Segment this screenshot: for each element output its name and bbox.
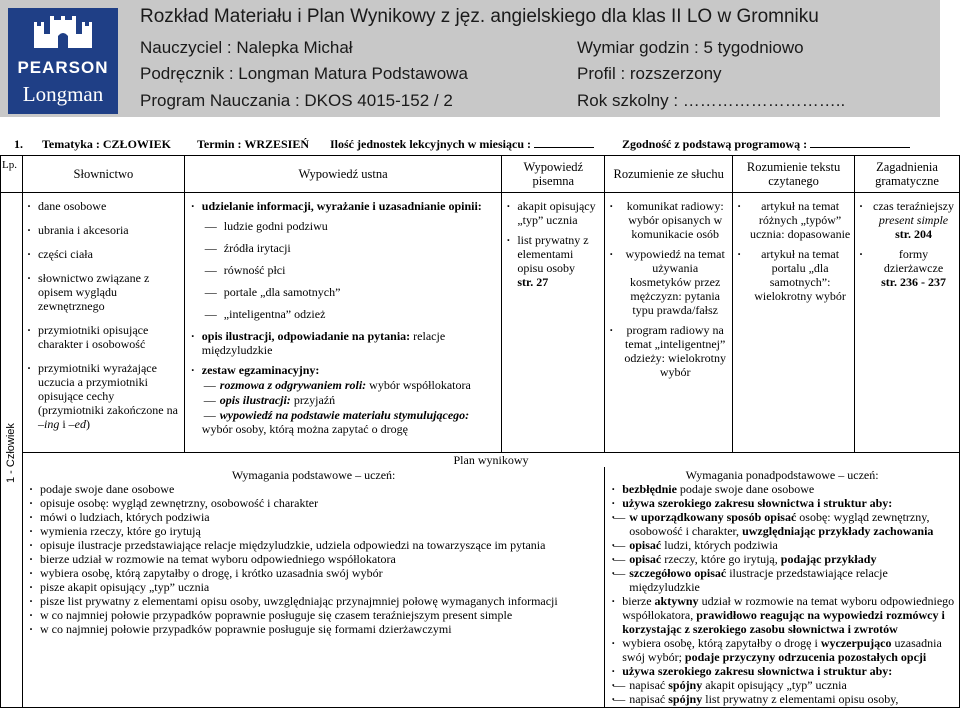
adv-5b: rzeczy, które go irytują, xyxy=(661,552,781,566)
oral-cell xyxy=(184,193,502,453)
list-item: · komunikat radiowy: wybór opisanych w komunikacie osób xyxy=(607,199,730,241)
list-item: · — napisać spójny akapit opisujący „typ” ucznia xyxy=(609,678,955,692)
list-item: · bierze udział w rozmowie na temat wyboru odpowiedniego współlokatora xyxy=(27,552,600,566)
col-listening: Rozumienie ze słuchu xyxy=(605,156,733,193)
oral-stim-a: wypowiedź na podstawie materiału stymulującego: xyxy=(219,408,470,422)
list-item: · ubrania i akcesoria xyxy=(25,223,182,237)
list-item: · słownictwo związane z opisem wyglądu zewnętrznego xyxy=(25,271,182,313)
col-reading: Rozumienie tekstu czytanego xyxy=(733,156,855,193)
units-text: Ilość jednostek lekcyjnych w miesiącu : xyxy=(330,137,531,151)
oral-stim-b: wybór osoby, którą można zapytać o drogę xyxy=(201,422,408,436)
adv-5a: opisać xyxy=(629,552,662,566)
plan-title: Plan wynikowy xyxy=(22,453,959,468)
curriculum-blank xyxy=(810,138,910,148)
adv-1b: podaje swoje dane osobowe xyxy=(676,482,815,496)
document-header xyxy=(0,0,940,117)
adv-11b: spójny xyxy=(668,692,703,706)
adv-1a: bezbłędnie xyxy=(622,482,677,496)
list-item: · wybiera osobę, którą zapytałby o drogę, i krótko uzasadnia swój wybór xyxy=(27,566,600,580)
textbook-line: Podręcznik : Longman Matura Podstawowa xyxy=(140,64,468,83)
list-item: · program radiowy na temat „inteligentnej” odzieży: wielokrotny wybór xyxy=(607,323,730,379)
advanced-list xyxy=(609,482,955,706)
list-item: · pisze list prywatny z elementami opisu osoby, uwzględniając przynajmniej połowę wymaganych informacji xyxy=(27,594,600,608)
plan-title-row xyxy=(1,453,960,468)
list-item: · części ciała xyxy=(25,247,182,261)
list-item: · artykuł na temat portalu „dla samotnych”: wielokrotny wybór xyxy=(735,247,852,303)
oral-intro: udzielanie informacji, wyrażanie i uzasadnianie opinii: xyxy=(201,199,482,213)
castle-icon xyxy=(30,16,96,50)
list-item: · akapit opisujący „typ” ucznia xyxy=(504,199,602,227)
adv-8a: wybiera osobę, którą zapytałby o drogę i xyxy=(622,636,821,650)
oral-sub: — ludzie godni podziwu xyxy=(202,219,498,233)
vocab-list xyxy=(23,197,184,431)
adv-8b: wyczerpująco xyxy=(820,636,892,650)
adv-4a: opisać xyxy=(629,538,662,552)
document-title: Rozkład Materiału i Plan Wynikowy z jęz. angielskiego dla klas II LO w Gromniku xyxy=(140,6,819,27)
adv-7d: prawidłowo reagując na wypowiedzi rozmówcy i korzystając z szerokiego zasobu słownictwa i zwrotów xyxy=(622,608,945,636)
grammar-cell xyxy=(855,193,960,453)
oral-sub: — źródła irytacji xyxy=(202,241,498,255)
vocab-cell xyxy=(22,193,184,453)
adv-7a: bierze xyxy=(622,594,655,608)
written-a2-ref: str. 27 xyxy=(517,275,549,289)
oral-sub: — „inteligentna” odzież xyxy=(202,307,498,321)
adv-4b: ludzi, których podziwia xyxy=(661,538,778,552)
list-item: · — opisać rzeczy, które go irytują, podając przykłady xyxy=(609,552,955,566)
list-item: · używa szerokiego zakresu słownictwa i struktur aby: xyxy=(609,664,955,678)
col-grammar: Zagadnienia gramatyczne xyxy=(855,156,960,193)
list-item xyxy=(609,482,955,496)
col-lp: Lp. xyxy=(1,156,23,193)
theme-label: Tematyka : CZŁOWIEK xyxy=(42,137,171,151)
row-label: 1 - Człowiek xyxy=(5,423,17,483)
list-item: · opisuje ilustracje przedstawiające relacje międzyludzkie, udziela odpowiedzi na towarzyszące im pytania xyxy=(27,538,600,552)
adv-11c: list prywatny z elementami opisu osoby, xyxy=(702,692,899,706)
list-item xyxy=(857,247,957,289)
list-item: · pisze akapit opisujący „typ” ucznia xyxy=(27,580,600,594)
list-item xyxy=(609,636,955,664)
vocab-last-end: ) xyxy=(86,417,90,431)
grammar-g2-ref: str. 236 - 237 xyxy=(881,275,946,289)
adv-3a: w uporządkowany sposób opisać xyxy=(629,510,797,524)
list-item: · wypowiedź na temat używania kosmetyków przez mężczyzn: pytania typu prawda/fałsz xyxy=(607,247,730,317)
year-line: Rok szkolny : ……………………….. xyxy=(577,91,846,110)
adv-10c: akapit opisujący „typ” ucznia xyxy=(702,678,847,692)
written-cell xyxy=(502,193,605,453)
units-blank xyxy=(534,138,594,148)
adv-7c: udział w rozmowie na temat wyboru odpowiedniego współlokatora, xyxy=(622,594,955,622)
units-label xyxy=(330,137,594,152)
oral-exam: zestaw egzaminacyjny: xyxy=(201,363,320,377)
syllabus-table xyxy=(0,155,960,708)
adv-7b: aktywny xyxy=(654,594,699,608)
reading-cell xyxy=(733,193,855,453)
vocab-last-a: przymiotniki wyrażające uczucia a przymiotniki opisujące cechy (przymiotniki zakończone na xyxy=(37,361,178,417)
listening-list xyxy=(605,197,732,379)
oral-role-b: wybór współlokatora xyxy=(366,378,471,392)
col-oral: Wypowiedź ustna xyxy=(184,156,502,193)
adv-3b: osobę: wygląd zewnętrzny, osobowość i charakter, xyxy=(629,510,930,538)
list-item xyxy=(857,199,957,241)
adv-3c: uwzględniając przykłady zachowania xyxy=(742,524,934,538)
grammar-g1-ref: str. 204 xyxy=(895,227,932,241)
list-item: · mówi o ludziach, których podziwia xyxy=(27,510,600,524)
plan-row xyxy=(1,467,960,708)
col-vocab: Słownictwo xyxy=(22,156,184,193)
adv-10b: spójny xyxy=(668,678,703,692)
adv-11a: napisać xyxy=(629,692,669,706)
list-item: · przymiotniki opisujące charakter i osobowość xyxy=(25,323,182,351)
adv-8d: podaje przyczyny odrzucenia pozostałych opcji xyxy=(684,650,927,664)
teacher-line: Nauczyciel : Nalepka Michał xyxy=(140,38,353,57)
list-item: · wymienia rzeczy, które go irytują xyxy=(27,524,600,538)
vocab-last-ed: –ed xyxy=(68,417,86,431)
list-item: · w co najmniej połowie przypadków poprawnie posługuje się formami dzierżawczymi xyxy=(27,622,600,636)
list-item xyxy=(25,361,182,431)
grammar-list xyxy=(855,197,959,289)
list-item: · — napisać spójny list prywatny z elementami opisu osoby, xyxy=(609,692,955,706)
publisher-logo xyxy=(8,8,118,114)
basic-list xyxy=(27,482,600,636)
adv-6b: ilustracje przedstawiające relacje międzyludzkie xyxy=(629,566,888,594)
row-label-cell xyxy=(1,193,23,708)
list-item xyxy=(504,233,602,289)
term-label: Termin : WRZESIEŃ xyxy=(197,137,310,151)
curriculum-label xyxy=(622,137,910,152)
oral-pic xyxy=(202,393,498,407)
adv-10a: napisać xyxy=(629,678,669,692)
vocab-last-ing: –ing xyxy=(37,417,60,431)
oral-role xyxy=(202,378,498,392)
list-item: · — w uporządkowany sposób opisać osobę: wygląd zewnętrzny, osobowość i charakter, uwzględniając przykłady zachowania xyxy=(609,510,955,538)
listening-cell xyxy=(605,193,733,453)
oral-pic-a: opis ilustracji: xyxy=(219,393,291,407)
oral-stim xyxy=(202,408,498,422)
list-item: · w co najmniej połowie przypadków poprawnie posługuje się czasem teraźniejszym present simple xyxy=(27,608,600,622)
logo-sub: Longman xyxy=(22,82,104,106)
vocab-last-mid: i xyxy=(59,417,69,431)
list-item: · opisuje osobę: wygląd zewnętrzny, osobowość i charakter xyxy=(27,496,600,510)
oral-sub: — portale „dla samotnych” xyxy=(202,285,498,299)
advanced-header: Wymagania ponadpodstawowe – uczeń: xyxy=(685,468,879,482)
grammar-g1: czas teraźniejszy xyxy=(873,199,954,213)
list-item: · używa szerokiego zakresu słownictwa i struktur aby: xyxy=(609,496,955,510)
curriculum-text: Zgodność z podstawą programową : xyxy=(622,137,808,151)
list-item: · dane osobowe xyxy=(25,199,182,213)
profile-line: Profil : rozszerzony xyxy=(577,64,722,83)
logo-brand: PEARSON xyxy=(17,58,109,77)
table-row xyxy=(1,193,960,453)
oral-pic-b: przyjaźń xyxy=(290,393,336,407)
oral-illus-b: relacje międzyludzkie xyxy=(201,329,446,357)
advanced-requirements-cell xyxy=(605,467,960,708)
list-item xyxy=(189,363,498,436)
adv-8c: uzasadnia swój wybór; xyxy=(622,636,942,664)
grammar-g2: formy dzierżawcze xyxy=(883,247,944,275)
list-item xyxy=(189,329,498,357)
table-header-row xyxy=(1,156,960,193)
list-item xyxy=(189,199,498,321)
adv-6a: szczegółowo opisać xyxy=(629,566,727,580)
oral-sub: — równość płci xyxy=(202,263,498,277)
list-item: · podaje swoje dane osobowe xyxy=(27,482,600,496)
basic-requirements-cell xyxy=(22,467,604,708)
col-written: Wypowiedź pisemna xyxy=(502,156,605,193)
program-line: Program Nauczania : DKOS 4015-152 / 2 xyxy=(140,91,453,110)
unit-number: 1. xyxy=(14,137,23,151)
list-item: · — opisać ludzi, których podziwia xyxy=(609,538,955,552)
basic-header: Wymagania podstawowe – uczeń: xyxy=(231,468,396,482)
reading-list xyxy=(733,197,854,303)
oral-role-a: rozmowa z odgrywaniem roli: xyxy=(219,378,367,392)
list-item: · — szczegółowo opisać ilustracje przedstawiające relacje międzyludzkie xyxy=(609,566,955,594)
adv-5c: podając przykłady xyxy=(780,552,877,566)
oral-list xyxy=(187,197,500,436)
written-a2: list prywatny z elementami opisu osoby xyxy=(517,233,589,275)
written-list xyxy=(502,197,604,289)
grammar-g1-it: present simple xyxy=(878,213,949,227)
oral-illus-a: opis ilustracji, odpowiadanie na pytania: xyxy=(201,329,411,343)
hours-line: Wymiar godzin : 5 tygodniowo xyxy=(577,38,804,57)
list-item: · artykuł na temat różnych „typów” ucznia: dopasowanie xyxy=(735,199,852,241)
list-item xyxy=(609,594,955,636)
